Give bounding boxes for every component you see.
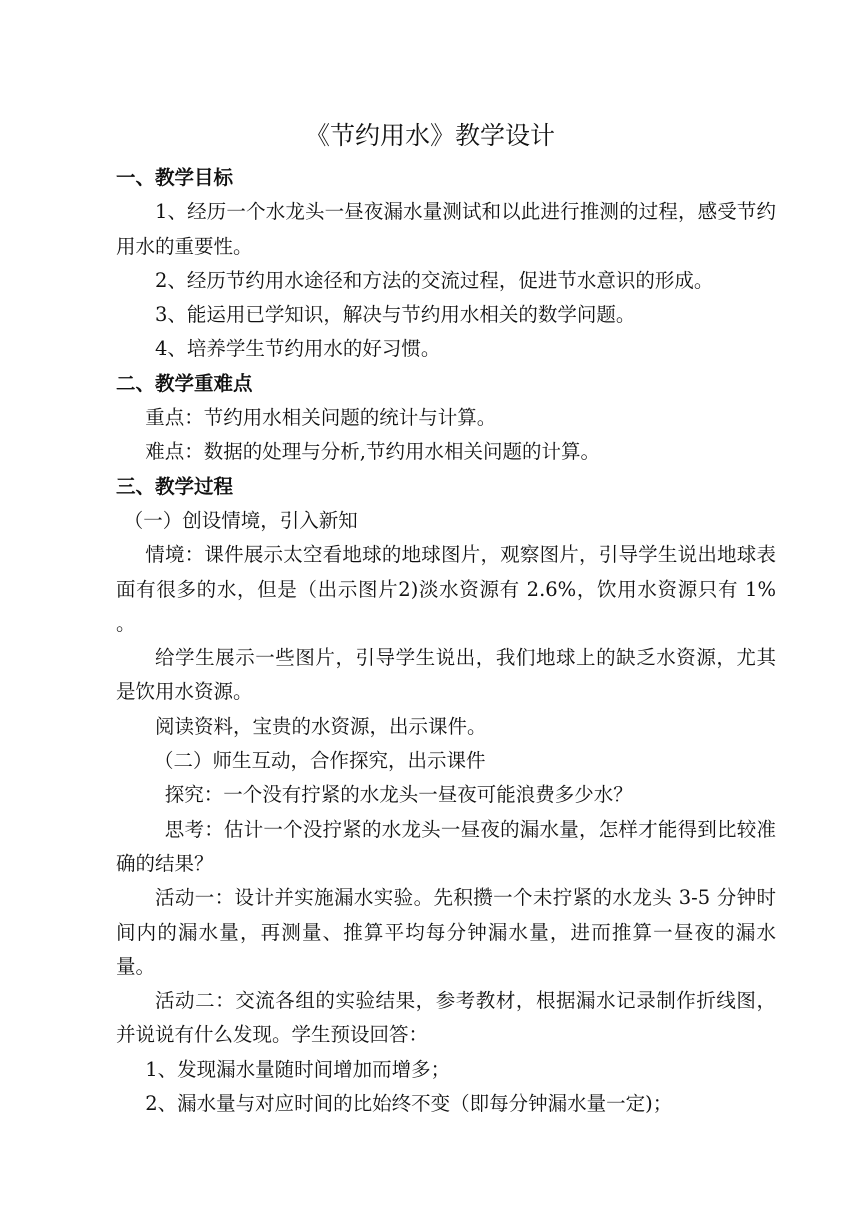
student-answer-item: 1、发现漏水量随时间增加而增多；: [145, 1057, 451, 1081]
subsection-heading: （一）创设情境，引入新知: [123, 508, 358, 532]
objective-item: 2、经历节约用水途径和方法的交流过程，促进节水意识的形成。: [155, 268, 714, 292]
section-heading-process: 三、教学过程: [116, 474, 234, 498]
subsection-heading: （二）师生互动，合作探究，出示课件: [154, 749, 486, 773]
section-heading-key-points: 二、教学重难点: [116, 371, 253, 395]
process-paragraph: 活动一：设计并实施漏水实验。先积攒一个未拧紧的水龙头 3-5 分钟时间内的漏水量，再测量、推算平均每分钟漏水量，进而推算一昼夜的漏水量。: [116, 886, 776, 978]
objective-item: 4、培养学生节约用水的好习惯。: [155, 337, 441, 361]
key-point-item: 重点：节约用水相关问题的统计与计算。: [145, 406, 497, 430]
process-paragraph: 思考：估计一个没拧紧的水龙头一昼夜的漏水量，怎样才能得到比较准确的结果？: [116, 817, 776, 875]
student-answer-item: 2、漏水量与对应时间的比始终不变（即每分钟漏水量一定)；: [145, 1092, 673, 1116]
objective-item: 3、能运用已学知识，解决与节约用水相关的数学问题。: [155, 303, 636, 327]
objective-item: 1、经历一个水龙头一昼夜漏水量测试和以此进行推测的过程，感受节约用水的重要性。: [116, 200, 776, 258]
process-paragraph: 探究：一个没有拧紧的水龙头一昼夜可能浪费多少水？: [164, 783, 633, 807]
process-paragraph: 给学生展示一些图片，引导学生说出，我们地球上的缺乏水资源，尤其是饮用水资源。: [116, 646, 776, 704]
process-paragraph: 阅读资料，宝贵的水资源，出示课件。: [155, 714, 487, 738]
section-heading-objectives: 一、教学目标: [116, 166, 234, 189]
document-title: 《节约用水》教学设计: [304, 121, 555, 150]
difficulty-item: 难点：数据的处理与分析,节约用水相关问题的计算。: [145, 440, 600, 464]
process-paragraph: 活动二：交流各组的实验结果，参考教材，根据漏水记录制作折线图，并说说有什么发现。学生预设回答：: [116, 989, 776, 1047]
document-body: [116, 161, 783, 1121]
process-paragraph: 情境：课件展示太空看地球的地球图片，观察图片，引导学生说出地球表面有很多的水，但是（出示图片2)淡水资源有 2.6%，饮用水资源只有 1% 。: [116, 543, 783, 635]
